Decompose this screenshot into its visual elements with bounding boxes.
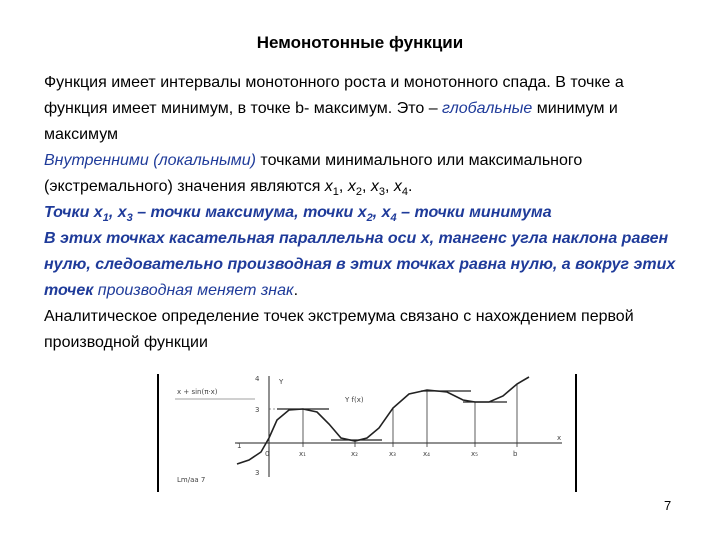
x-tick-label: x₃ bbox=[389, 450, 396, 458]
x4-subscript: 4 bbox=[401, 186, 408, 199]
paragraph-local-end: . bbox=[407, 178, 413, 195]
maxmin-text-4: , x bbox=[372, 204, 391, 221]
separator-1: , bbox=[338, 178, 348, 195]
point-b: b bbox=[295, 100, 305, 117]
y-tick-minus: 3 bbox=[255, 469, 260, 477]
paragraph-local-extrema bbox=[44, 148, 684, 200]
x-tick-labels bbox=[265, 450, 518, 458]
function-graph bbox=[157, 372, 577, 492]
x-axis-label: x bbox=[557, 434, 562, 442]
slide-title: Немонотонные функции bbox=[256, 33, 464, 52]
maxmin-sub-4: 4 bbox=[390, 212, 397, 225]
maxmin-text-5: – точки минимума bbox=[396, 204, 552, 221]
paragraph-monotonic-text-3: - максимум. Это – bbox=[304, 100, 443, 117]
curve-label: Y f(x) bbox=[345, 396, 364, 404]
tangent-italic-text: производная меняет знак bbox=[93, 282, 294, 299]
x-tick-label: x₄ bbox=[423, 450, 430, 458]
maxmin-text-3: – точки максимума, точки x bbox=[132, 204, 367, 221]
x1-subscript: 1 bbox=[332, 186, 339, 199]
separator-3: , bbox=[384, 178, 394, 195]
y-tick-4: 4 bbox=[255, 375, 260, 383]
extremum-markers bbox=[269, 384, 517, 447]
function-graph-svg bbox=[157, 372, 577, 492]
function-curve bbox=[237, 377, 529, 464]
paragraph-monotonic-text-4: минимум и максимум bbox=[44, 100, 618, 143]
local-term: Внутренними (локальными) bbox=[44, 152, 256, 169]
global-term: глобальные bbox=[442, 100, 533, 117]
paragraph-tangent bbox=[44, 226, 684, 304]
graph-corner-text: Lm/aa 7 bbox=[177, 476, 206, 484]
x-tick-label: b bbox=[513, 450, 518, 458]
page-number: 7 bbox=[664, 498, 672, 513]
tangent-end: . bbox=[293, 282, 299, 299]
paragraph-analytic: Аналитическое определение точек экстремума связано с нахождением первой производной функции bbox=[44, 308, 634, 351]
maxmin-text-2: , x bbox=[108, 204, 127, 221]
point-a: а bbox=[614, 74, 624, 91]
x3-symbol: x bbox=[370, 178, 379, 195]
x-tick-label: 0 bbox=[265, 450, 270, 458]
x3-subscript: 3 bbox=[378, 186, 385, 199]
maxmin-text-1: Точки x bbox=[44, 204, 103, 221]
maxmin-sub-3: 3 bbox=[126, 212, 133, 225]
separator-2: , bbox=[361, 178, 371, 195]
y-axis-label: Y bbox=[279, 378, 284, 386]
paragraph-monotonic-text-1: Функция имеет интервалы монотонного роста и монотонного спада. В точке bbox=[44, 74, 615, 91]
x-tick-label: x₅ bbox=[471, 450, 478, 458]
maxmin-sub-2: 2 bbox=[366, 212, 373, 225]
formula-label: x + sin(π·x) bbox=[177, 388, 218, 396]
paragraph-monotonic bbox=[44, 70, 684, 148]
y-tick-1: 1 bbox=[237, 442, 242, 450]
paragraph-max-min bbox=[44, 200, 684, 226]
maxmin-sub-1: 1 bbox=[102, 212, 109, 225]
x2-symbol: x bbox=[347, 178, 356, 195]
tangent-bold-text: В этих точках касательная параллельна оси x, тангенс угла наклона равен нулю, следовательно производная в этих точках равна нулю, а вокруг этих точек bbox=[44, 230, 676, 299]
x-tick-label: x₂ bbox=[351, 450, 358, 458]
slide-body bbox=[44, 70, 684, 356]
y-tick-3: 3 bbox=[255, 406, 260, 414]
paragraph-monotonic-text-2: функция имеет минимум, в точке bbox=[44, 100, 296, 117]
paragraph-local-text: точками минимального или максимального (экстремального) значения являются bbox=[44, 152, 583, 195]
x1-symbol: x bbox=[324, 178, 333, 195]
x4-symbol: x bbox=[393, 178, 402, 195]
x-tick-label: x₁ bbox=[299, 450, 306, 458]
x2-subscript: 2 bbox=[355, 186, 362, 199]
